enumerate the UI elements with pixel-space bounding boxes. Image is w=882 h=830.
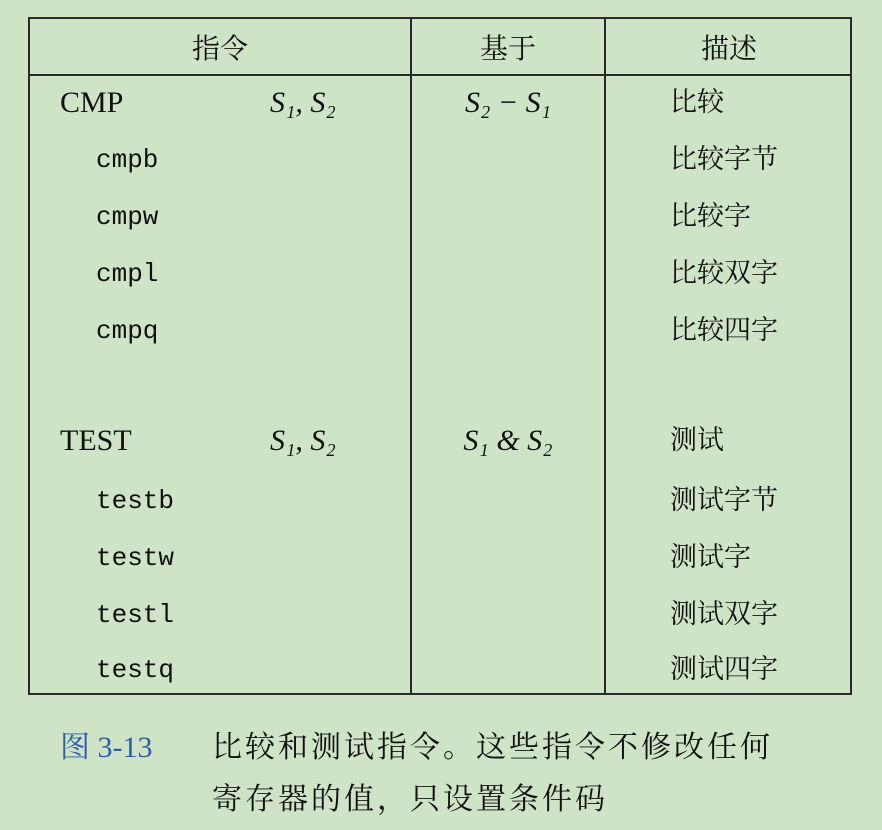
header-description: 描述	[700, 31, 757, 65]
operands: S₁, S₂	[270, 424, 336, 457]
table-row	[30, 193, 850, 241]
description: 比较双字	[670, 258, 778, 289]
description: 测试四字	[670, 654, 778, 685]
table-row	[30, 417, 850, 465]
table-row	[30, 307, 850, 355]
description: 比较	[670, 87, 724, 118]
description: 测试字节	[670, 485, 778, 516]
figure-label: 图 3-13	[60, 731, 153, 764]
caption-text-line-2: 寄存器的值，只设置条件码	[212, 782, 608, 817]
mnemonic: testb	[96, 486, 175, 516]
based-on-value: S₂ − S₁	[464, 86, 552, 119]
mnemonic: testw	[96, 543, 175, 573]
table-row	[30, 136, 850, 184]
table-row	[30, 646, 850, 694]
description: 测试字	[670, 542, 751, 573]
table-row	[30, 534, 850, 582]
header-instruction: 指令	[191, 31, 248, 65]
description: 测试	[670, 425, 724, 456]
table-row	[30, 477, 850, 525]
based-on-value: S₁ & S₂	[463, 424, 553, 457]
description: 比较四字	[670, 315, 778, 346]
operands: S₁, S₂	[270, 86, 336, 119]
mnemonic: cmpl	[96, 259, 159, 289]
description: 比较字	[670, 201, 751, 232]
mnemonic: cmpb	[96, 145, 159, 175]
table-row	[30, 591, 850, 639]
header-based-on: 基于	[479, 31, 536, 65]
mnemonic: cmpw	[96, 202, 159, 232]
description: 比较字节	[670, 144, 778, 175]
mnemonic: testq	[96, 655, 175, 685]
instruction-table	[28, 17, 852, 695]
table-row	[30, 250, 850, 298]
header-divider	[30, 74, 850, 76]
mnemonic: testl	[96, 600, 175, 630]
description: 测试双字	[670, 599, 778, 630]
mnemonic: TEST	[60, 424, 132, 457]
caption-text-line-1: 比较和测试指令。这些指令不修改任何	[212, 730, 773, 765]
table-row	[30, 79, 850, 127]
mnemonic: cmpq	[96, 316, 159, 346]
mnemonic: CMP	[60, 86, 124, 119]
